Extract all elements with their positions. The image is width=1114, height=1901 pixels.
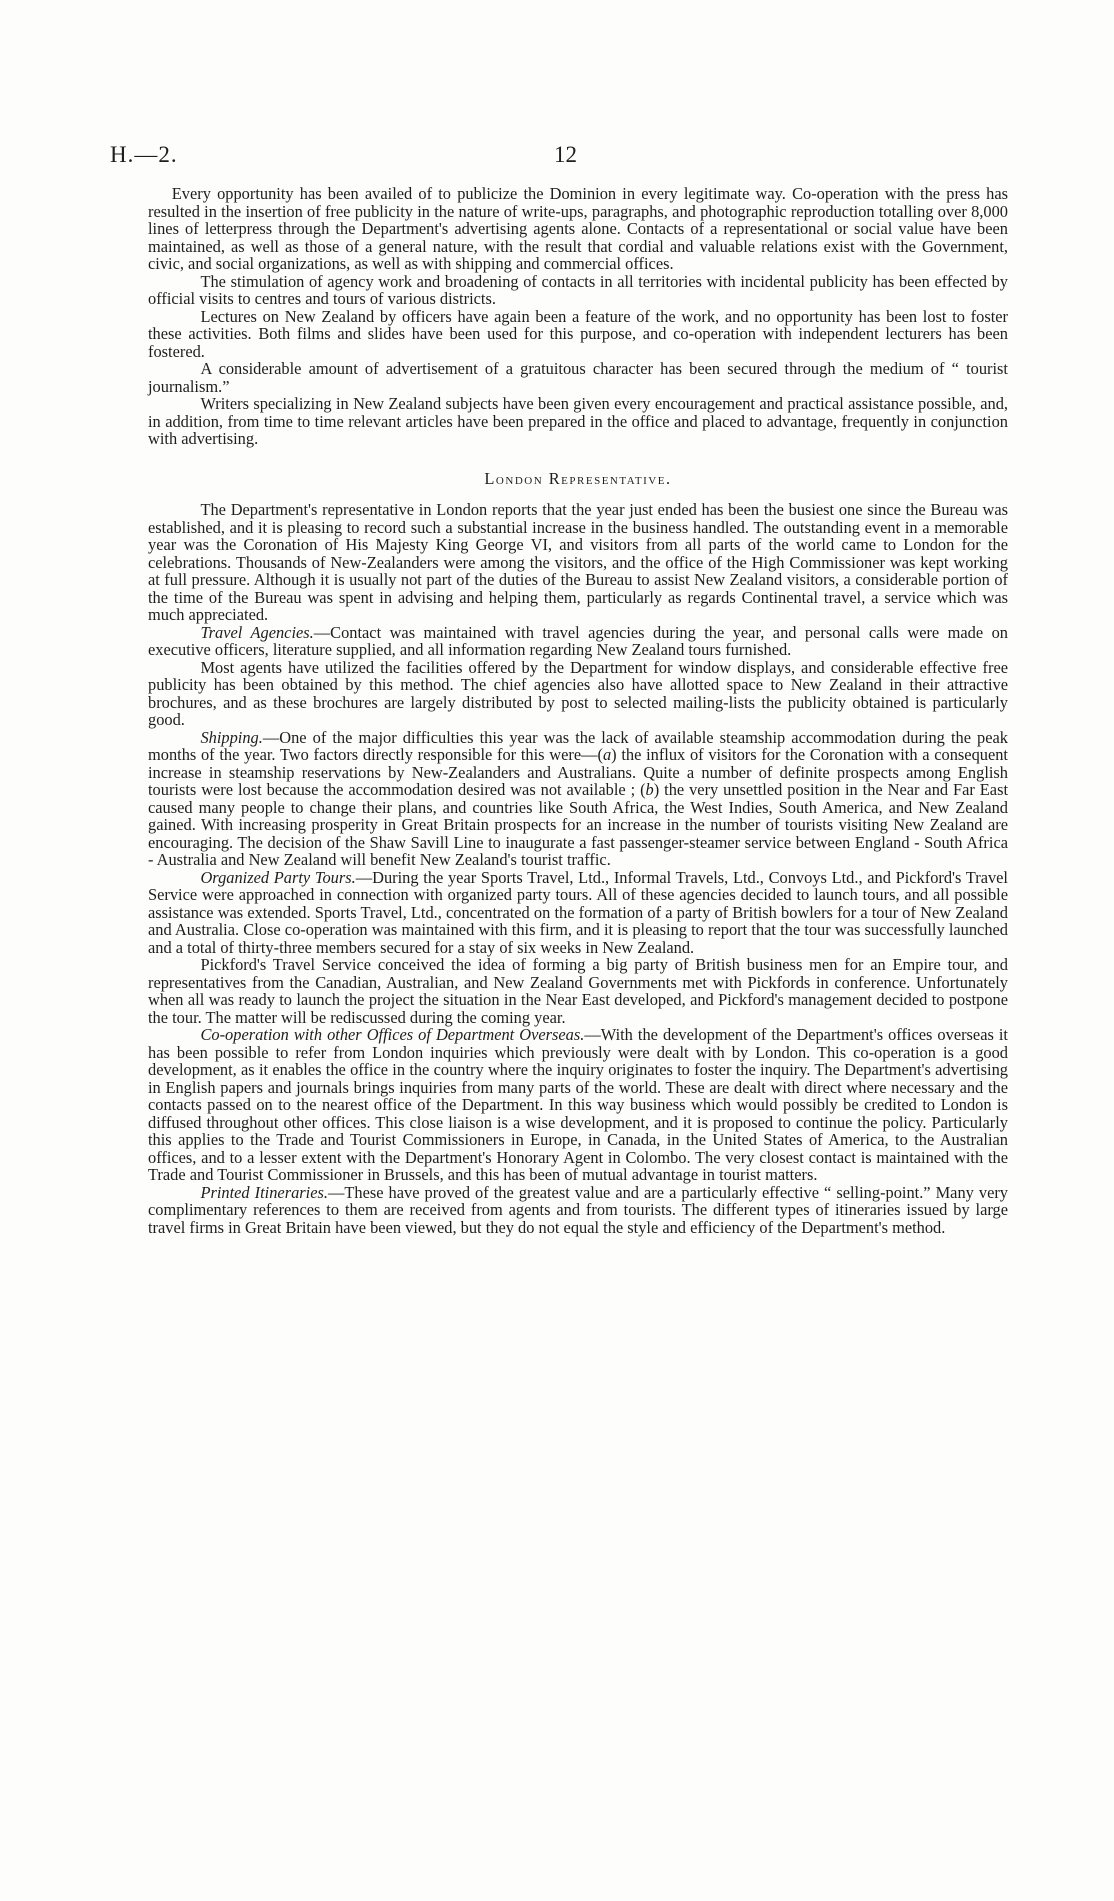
- paragraph-pickfords: Pickford's Travel Service conceived the idea of forming a big party of British business men for an Empire tour, and representatives from the Canadian, Australian, and New Zealand Governments met with Pickfords in conference. Unfortunately when all was ready to launch the project the situation in the Near East developed, and Pickford's management decided to postpone the tour. The matter will be rediscussed during the coming year.: [148, 955, 1008, 1027]
- paragraph-publicity: Every opportunity has been availed of to publicize the Dominion in every legitimate way. Co-operation with the press has resulted in the insertion of free publicity in the nature of write-ups, paragraphs, and photographic reproduction totalling over 8,000 lines of letterpress through the Department's advertising agents alone. Contacts of a representational or social value have been maintained, as well as those of a general nature, with the result that cordial and valuable relations exist with the Government, civic, and social organizations, as well as with shipping and commercial offices.: [148, 184, 1008, 273]
- run-in-heading-travel-agencies: Travel Agencies.: [200, 622, 314, 642]
- paragraph-london-opening: The Department's representative in London reports that the year just ended has been the busiest one since the Bureau was established, and it is pleasing to record such a substantial increase in the business handled. The outstanding event in a memorable year was the Coronation of His Majesty King George VI, and visitors from all parts of the world came to London for the celebrations. Thousands of New-Zealanders were among the visitors, and the office of the High Commissioner was kept working at full pressure. Although it is usually not part of the duties of the Bureau to assist New Zealand visitors, a considerable portion of the time of the Bureau was spent in advising and helping them, particularly as regards Continental travel, a service which was much appreciated.: [148, 500, 1008, 624]
- travel-agencies-text: —Contact was maintained with travel agencies during the year, and personal calls were made on executive officers, literature supplied, and all information regarding New Zealand tours furnished.: [148, 622, 1008, 659]
- shipping-text-c: ) the very unsettled position in the Near and Far East caused many people to change their plans, and countries like South Africa, the West Indies, South America, and New Zealand gained. With increasing prosperity in Great Britain prospects for an increase in the number of tourists visiting New Zealand are encouraging. The decision of the Shaw Savill Line to inaugurate a fast passenger-steamer service between England - South Africa - Australia and New Zealand will benefit New Zealand's tourist traffic.: [148, 780, 1009, 869]
- cooperation-text: —With the development of the Department's offices overseas it has been possible to refer from London inquiries which previously were dealt with by London. This co-operation is a good development, as it enables the office in the country where the inquiry originates to foster the inquiry. The Department's advertising in English papers and journals brings inquiries from many parts of the world. These are dealt with direct where necessary and the contacts passed on to the nearest office of the Department. In this way business which would possibly be credited to London is diffused throughout other offices. This close liaison is a wise development, and it is proposed to continue the policy. Particularly this applies to the Trade and Tourist Commissioners in Europe, in Canada, in the United States of America, to the Australian offices, and to a lesser extent with the Department's Honorary Agent in Colombo. The very closest contact is maintained with the Trade and Tourist Commissioner in Brussels, and this has been of mutual advantage in tourist matters.: [148, 1025, 1008, 1184]
- paragraph-agency-work: The stimulation of agency work and broadening of contacts in all territories with incidental publicity has been effected by official visits to centres and tours of various districts.: [148, 271, 1008, 308]
- paragraph-organized-tours: [148, 869, 1008, 957]
- shipping-text-a: —One of the major difficulties this year was the lack of available steamship accommodation during the peak months of the year. Two factors directly responsible for this were—(: [148, 727, 1008, 764]
- shipping-text-b: ) the influx of visitors for the Coronation with a consequent increase in steamship reservations by New-Zealanders and Australians. Quite a number of definite prospects among English tourists were lost because the accommodation desired was not available ; (: [148, 745, 1008, 799]
- organized-tours-text: —During the year Sports Travel, Ltd., Informal Travels, Ltd., Convoys Ltd., and Pickford's Travel Service were approached in connection with organized party tours. All of these agencies decided to launch tours, and all possible assistance was extended. Sports Travel, Ltd., concentrated on the formation of a party of British bowlers for a tour of New Zealand and Australia. Close co-operation was maintained with this firm, and it is pleasing to report that the tour was successfully launched and a total of thirty-three members secured for a stay of six weeks in New Zealand.: [148, 867, 1008, 957]
- paragraph-writers: Writers specializing in New Zealand subjects have been given every encouragement and practical assistance possible, and, in addition, from time to time relevant articles have been prepared in the office and placed to advantage, frequently in conjunction with advertising.: [148, 394, 1008, 448]
- paragraph-travel-agencies: [148, 624, 1008, 659]
- run-in-heading-shipping: Shipping.: [200, 727, 263, 747]
- shipping-marker-b: b: [645, 780, 654, 799]
- paragraph-printed-itineraries: [148, 1184, 1008, 1237]
- document-reference: H.—2.: [110, 142, 178, 167]
- section-heading-london: London Representative.: [484, 468, 672, 488]
- run-in-heading-organized-tours: Organized Party Tours.: [200, 867, 356, 887]
- run-in-heading-printed-itineraries: Printed Itineraries.: [200, 1182, 328, 1202]
- body-text: [148, 185, 1008, 1236]
- paragraph-agents: Most agents have utilized the facilities offered by the Department for window displays, and considerable effective free publicity has been obtained by this method. The chief agencies also have allotted space to New Zealand in their attractive brochures, and as these brochures are largely distributed by post to selected mailing-lists the publicity obtained is particularly good.: [148, 657, 1008, 729]
- paragraph-shipping: [148, 729, 1008, 869]
- shipping-marker-a: a: [602, 745, 612, 764]
- paragraph-advertisement: A considerable amount of advertisement of a gratuitous character has been secured through the medium of “ tourist journalism.”: [148, 359, 1008, 396]
- paragraph-cooperation: [148, 1026, 1008, 1184]
- run-in-heading-cooperation: Co-operation with other Offices of Department Overseas.: [200, 1025, 585, 1044]
- page-number: 12: [554, 142, 577, 167]
- paragraph-lectures: Lectures on New Zealand by officers have again been a feature of the work, and no opportunity has been lost to foster these activities. Both films and slides have been used for this purpose, and co-operation with independent lecturers has been fostered.: [148, 306, 1008, 361]
- printed-itineraries-text: —These have proved of the greatest value and are a particularly effective “ selling-point.” Many very complimentary references to them are received from agents and from tourists. The different types of itineraries issued by large travel firms in Great Britain have been viewed, but they do not equal the style and efficiency of the Department's method.: [148, 1182, 1008, 1237]
- running-header: [110, 142, 1024, 172]
